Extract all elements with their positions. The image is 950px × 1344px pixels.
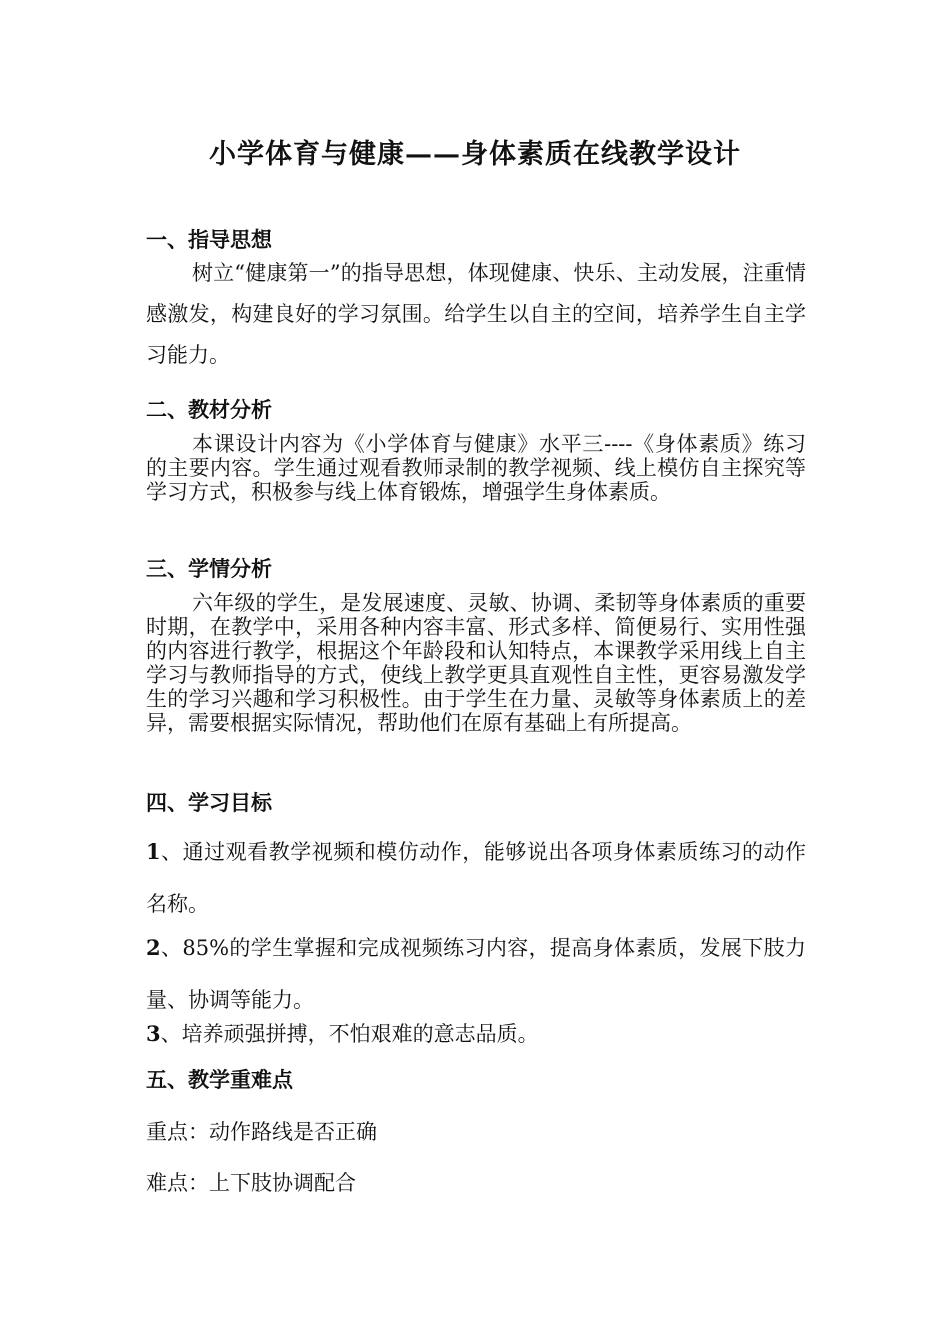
goal-number: 2 (146, 935, 161, 960)
section-body-guiding-ideology: 树立“健康第一”的指导思想，体现健康、快乐、主动发展，注重情感激发，构建良好的学习氛围。给学生以自主的空间，培养学生自主学习能力。 (146, 261, 806, 367)
goal-text: 、培养顽强拼搏，不怕艰难的意志品质。 (160, 1022, 539, 1046)
goal-text: 、85%的学生掌握和完成视频练习内容，提高身体素质，发展下肢力量、协调等能力。 (146, 936, 806, 1012)
learning-goal-3 (146, 1018, 539, 1048)
learning-goal-1 (146, 826, 806, 930)
learning-goal-2 (146, 922, 806, 1026)
section-heading-student-analysis: 三、学情分析 (146, 556, 272, 581)
difficult-point-line: 难点：上下肢协调配合 (146, 1171, 356, 1195)
key-point-line: 重点：动作路线是否正确 (146, 1120, 377, 1144)
section-heading-guiding-ideology: 一、指导思想 (146, 227, 272, 252)
section-body-material-analysis: 本课设计内容为《小学体育与健康》水平三----《身体素质》练习的主要内容。学生通过观看教师录制的教学视频、线上模仿自主探究等学习方式，积极参与线上体育锻炼，增强学生身体素质。 (146, 432, 806, 504)
section-heading-learning-goals: 四、学习目标 (146, 790, 272, 815)
section-heading-key-difficult-points: 五、教学重难点 (146, 1067, 293, 1092)
goal-number: 1 (146, 839, 161, 864)
goal-number: 3 (146, 1021, 161, 1046)
section-heading-material-analysis: 二、教材分析 (146, 397, 272, 422)
section-body-student-analysis: 六年级的学生，是发展速度、灵敏、协调、柔韧等身体素质的重要时期，在教学中，采用各种内容丰富、形式多样、简便易行、实用性强的内容进行教学，根据这个年龄段和认知特点，本课教学采用线上自主学习与教师指导的方式，使线上教学更具直观性自主性，更容易激发学生的学习兴趣和学习积极性。由于学生在力量、灵敏等身体素质上的差异，需要根据实际情况，帮助他们在原有基础上有所提高。 (146, 591, 806, 735)
goal-text: 、通过观看教学视频和模仿动作，能够说出各项身体素质练习的动作名称。 (146, 840, 806, 916)
document-title: 小学体育与健康——身体素质在线教学设计 (209, 139, 741, 170)
